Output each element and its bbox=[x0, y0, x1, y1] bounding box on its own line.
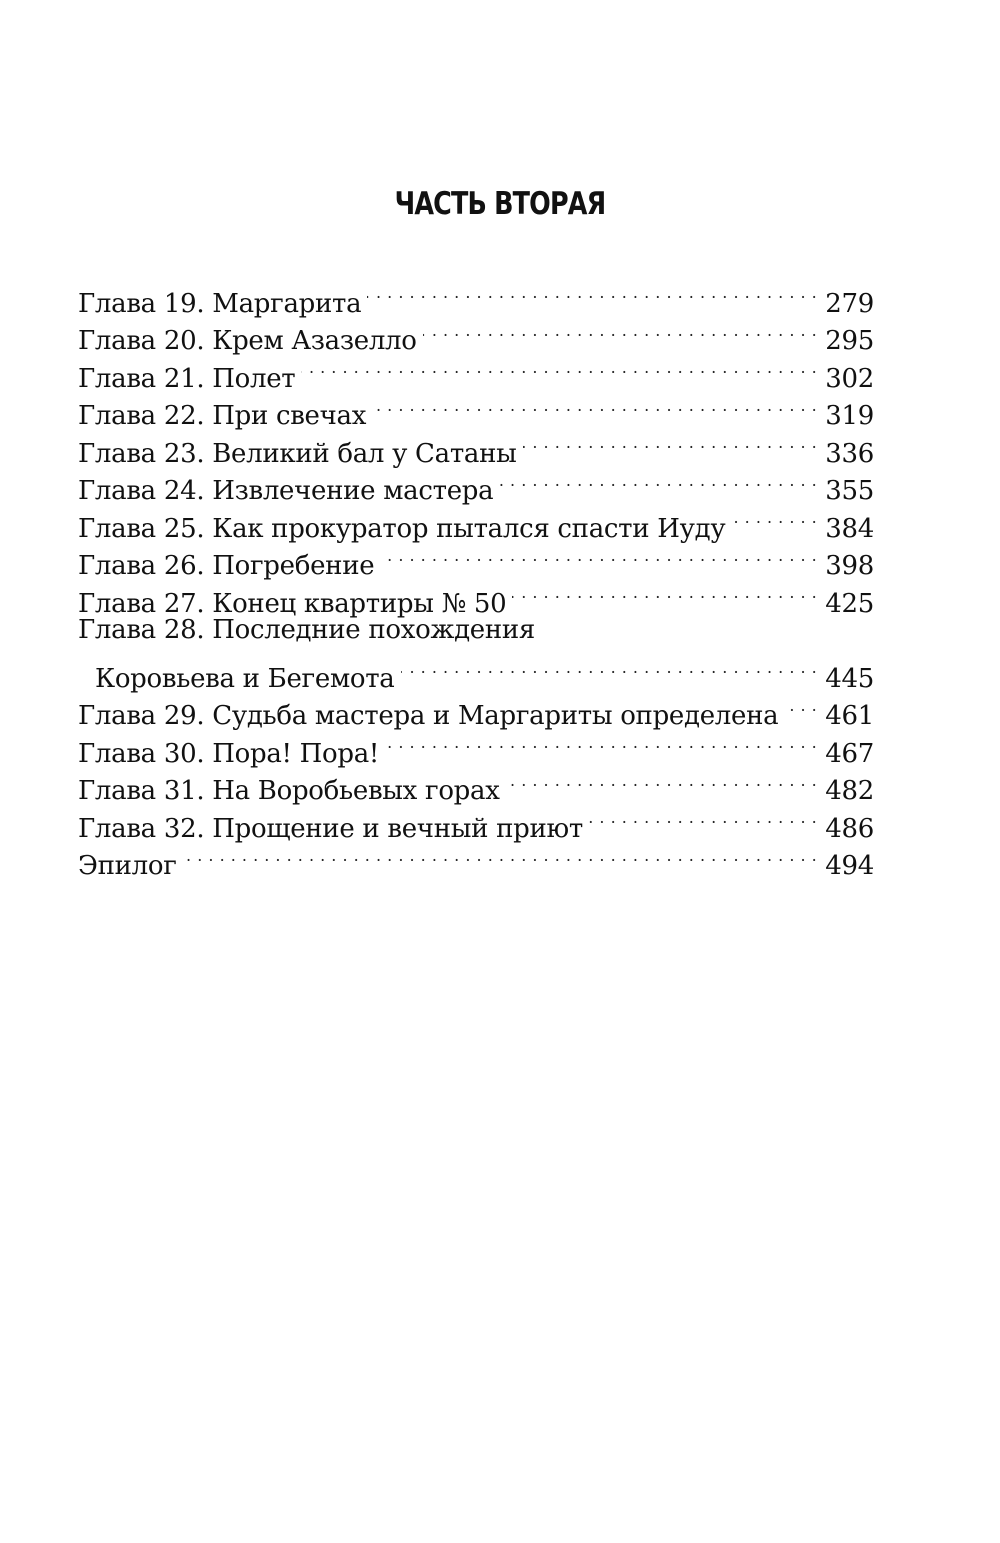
toc-entry-page: 482 bbox=[825, 776, 874, 806]
toc-entry-page: 461 bbox=[825, 701, 874, 731]
toc-entry-page: 319 bbox=[825, 401, 874, 431]
toc-leader-dots bbox=[589, 799, 817, 837]
toc-entry-page: 494 bbox=[825, 851, 874, 881]
toc-entry-title: Эпилог bbox=[78, 851, 177, 881]
toc-entry-title: Глава 19. Маргарита bbox=[78, 288, 362, 319]
toc-leader-dots bbox=[499, 462, 817, 500]
toc-leader-dots bbox=[183, 837, 818, 875]
toc-leader-dots bbox=[385, 724, 817, 762]
toc-entry-title: Глава 30. Пора! Пора! bbox=[78, 738, 380, 769]
toc-entry-page: 336 bbox=[825, 438, 874, 469]
toc-leader-dots bbox=[731, 499, 817, 537]
toc-entry-title: Глава 22. При свечах bbox=[78, 401, 367, 431]
toc-entry-title: Коровьева и Бегемота bbox=[95, 663, 395, 694]
toc-leader-dots bbox=[423, 312, 818, 350]
toc-leader-dots bbox=[372, 387, 817, 425]
toc-entry-title: Глава 21. Полет bbox=[78, 363, 296, 394]
toc-leader-dots bbox=[512, 574, 817, 612]
toc-entry-page: 486 bbox=[825, 813, 874, 844]
table-of-contents bbox=[78, 274, 874, 881]
toc-entry-title: Глава 32. Прощение и вечный приют bbox=[78, 813, 583, 844]
toc-entry-page: 279 bbox=[825, 288, 874, 319]
toc-entry-title: Глава 28. Последние похождения bbox=[78, 614, 536, 645]
toc-entry-title: Глава 25. Как прокуратор пытался спасти Иуду bbox=[78, 513, 726, 544]
toc-leader-dots bbox=[401, 649, 818, 687]
toc-entry-chapter-19 bbox=[78, 274, 874, 319]
toc-leader-dots bbox=[523, 424, 818, 462]
toc-leader-dots bbox=[301, 349, 817, 387]
toc-entry-title: Глава 23. Великий бал у Сатаны bbox=[78, 438, 517, 469]
toc-entry-title: Глава 31. На Воробьевых горах bbox=[78, 776, 500, 806]
toc-entry-page: 302 bbox=[825, 363, 874, 394]
toc-leader-dots bbox=[380, 537, 817, 575]
toc-entry-page: 445 bbox=[825, 663, 874, 694]
toc-leader-dots bbox=[784, 687, 817, 725]
toc-entry-page: 398 bbox=[825, 551, 874, 581]
toc-leader-dots bbox=[506, 762, 818, 800]
toc-entry-title: Глава 26. Погребение bbox=[78, 551, 375, 581]
toc-leader-dots bbox=[367, 274, 817, 312]
toc-entry-chapter-28-continued bbox=[78, 649, 874, 694]
toc-entry-epilogue bbox=[78, 837, 874, 881]
part-title: ЧАСТЬ ВТОРАЯ bbox=[394, 186, 606, 222]
toc-entry-page: 425 bbox=[825, 588, 874, 619]
toc-entry-title: Глава 24. Извлечение мастера bbox=[78, 476, 494, 506]
toc-entry-title: Глава 29. Судьба мастера и Маргариты определена bbox=[78, 701, 779, 731]
toc-entry-title: Глава 20. Крем Азазелло bbox=[78, 326, 417, 356]
toc-entry-page: 295 bbox=[825, 326, 874, 356]
toc-entry-page: 467 bbox=[825, 738, 874, 769]
toc-entry-title: Глава 27. Конец квартиры № 50 bbox=[78, 588, 507, 619]
toc-entry-page: 355 bbox=[825, 476, 874, 506]
toc-entry-chapter-28 bbox=[78, 612, 874, 650]
toc-entry-page: 384 bbox=[825, 513, 874, 544]
